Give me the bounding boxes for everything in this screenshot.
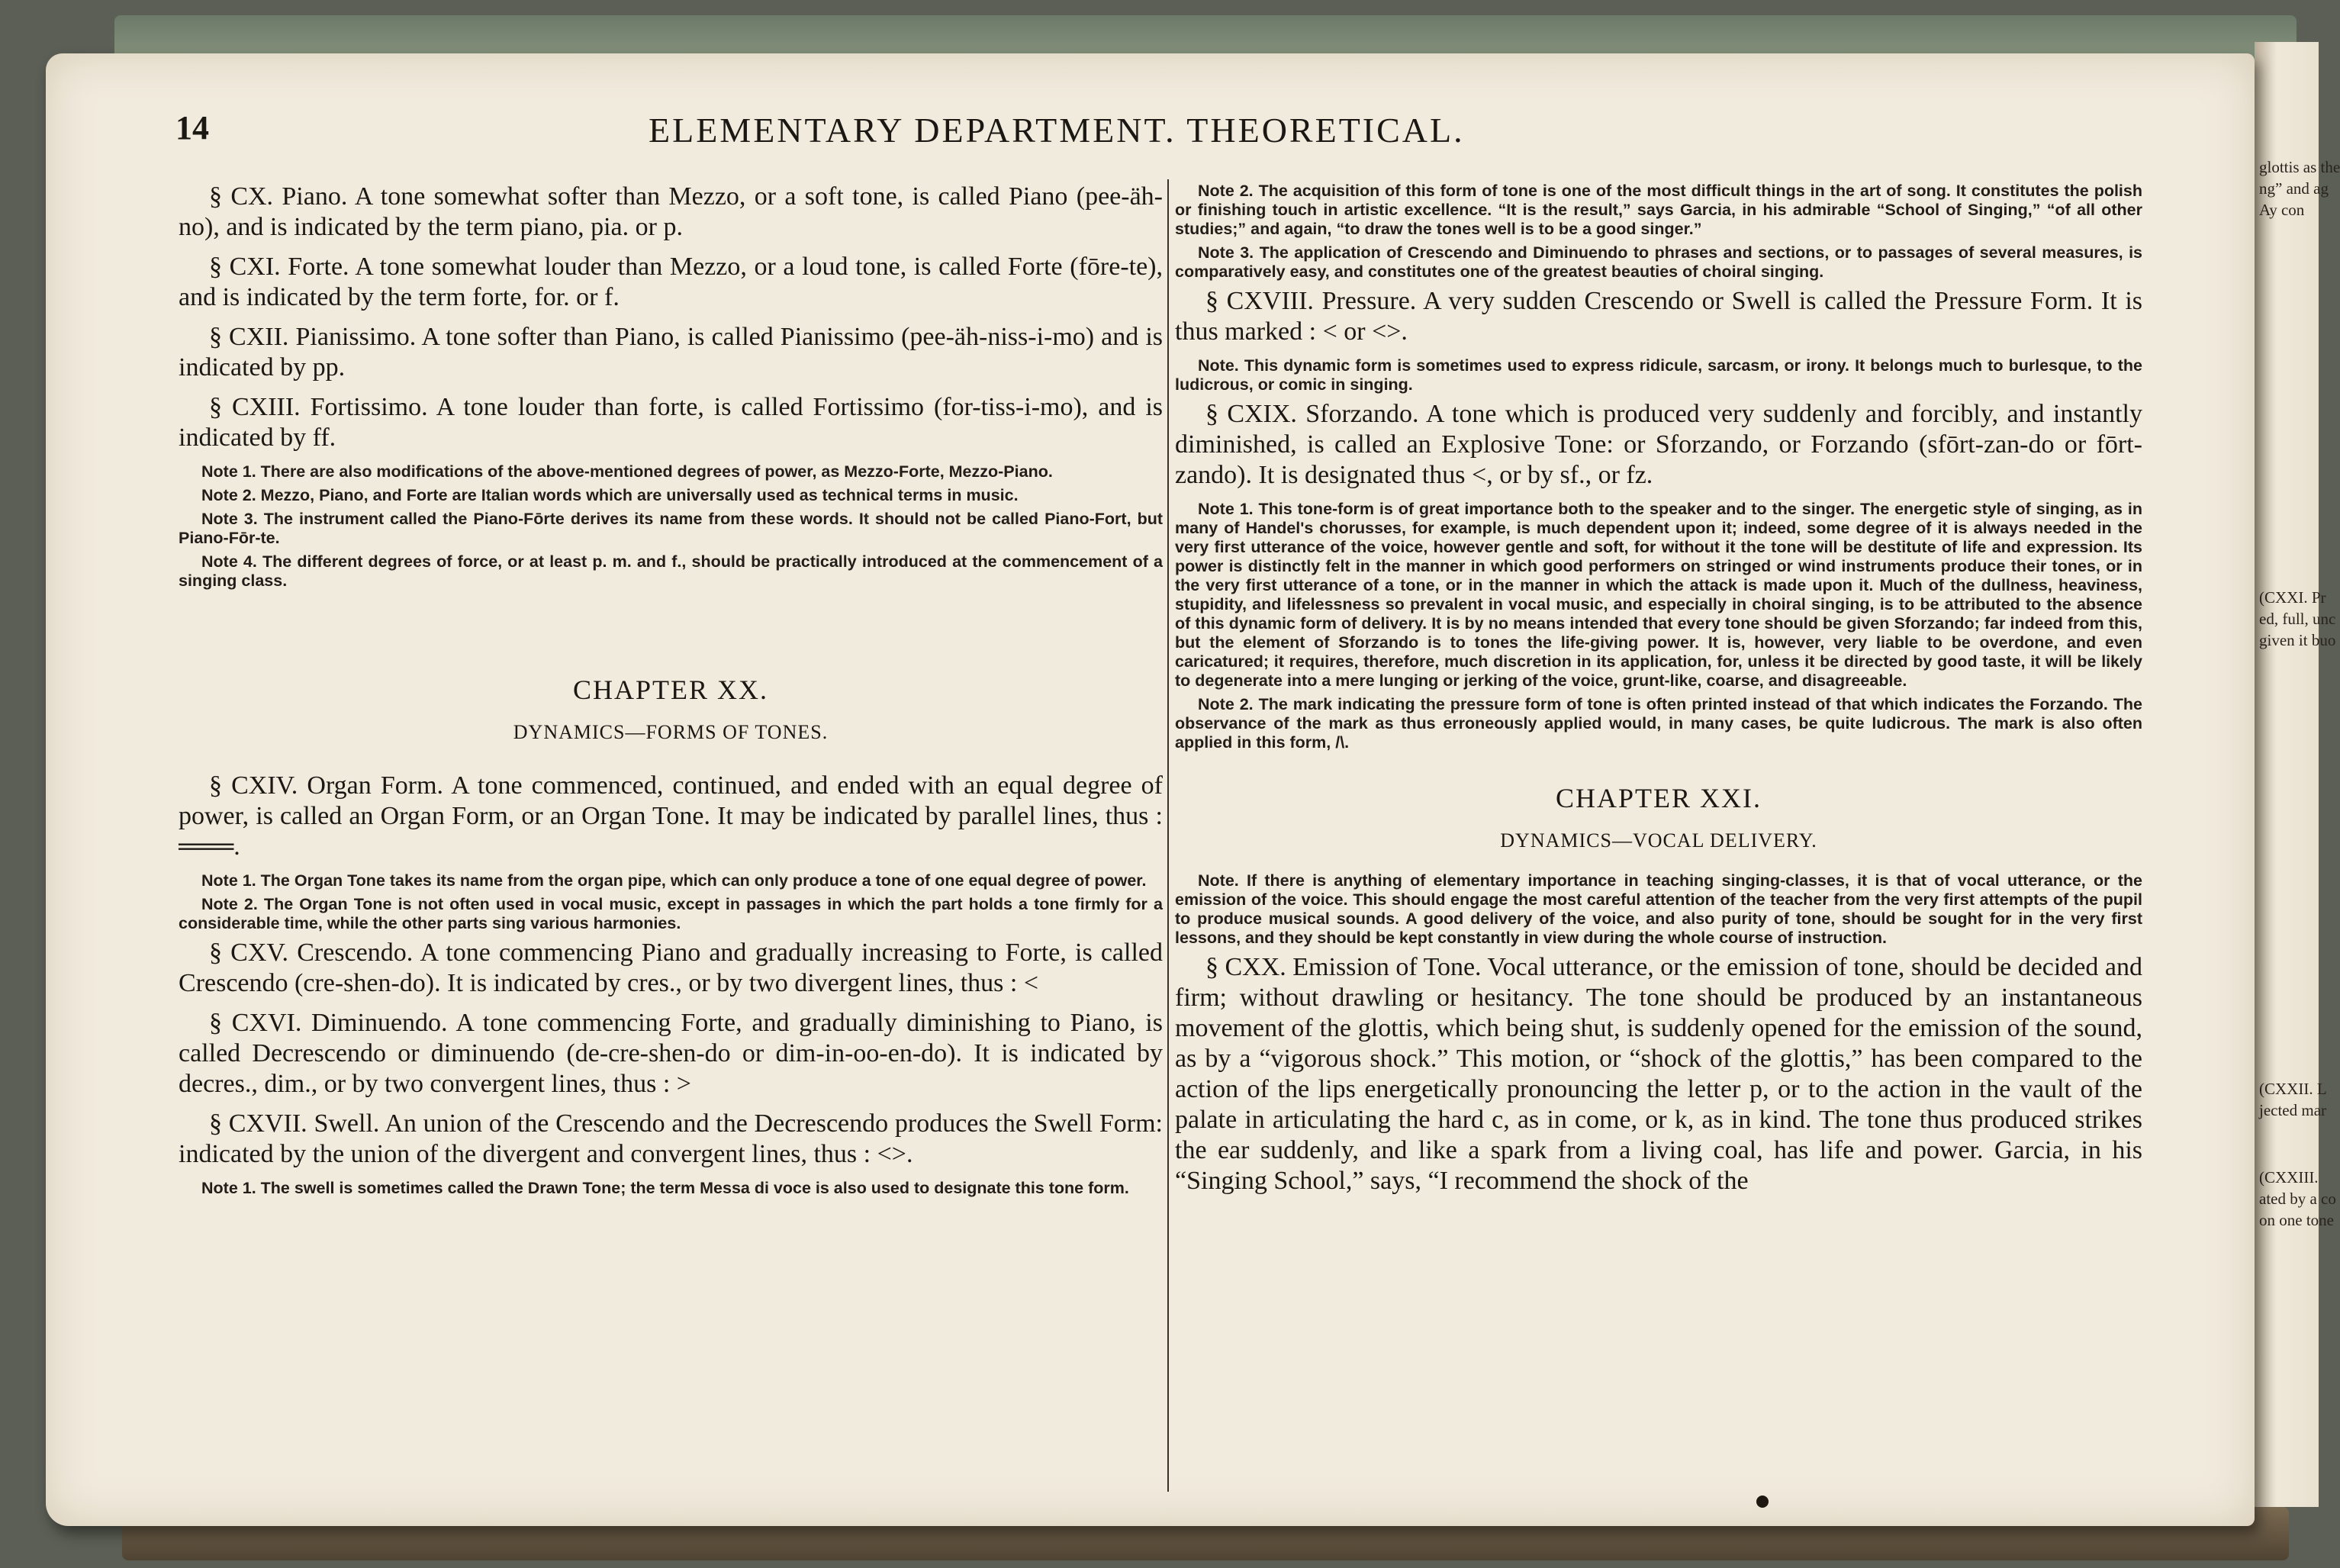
- footnote: Note 2. Mezzo, Piano, and Forte are Italian words which are universally used as technical terms in music.: [201, 486, 1019, 504]
- footnote: Note 2. The acquisition of this form of tone is one of the most difficult things in the art of song. It constitutes the polish or finishing touch in artistic excellence. “It is the result,” says Garcia, in his admirable “School of Singing,” “of all other studies;” and again, “to draw the tones well is to be a good singer.”: [1175, 182, 2142, 238]
- running-header: [175, 108, 2174, 154]
- next-page-fragment: Ay con: [2259, 201, 2305, 219]
- next-page-fragment: jected mar: [2259, 1101, 2327, 1119]
- footnote: Note 3. The application of Crescendo and Diminuendo to phrases and sections, or to passages of several measures, is comparatively easy, and constitutes one of the greatest beauties of choiral singing.: [1175, 243, 2142, 281]
- section-paragraph: § CXII. Pianissimo. A tone softer than Piano, is called Pianissimo (pee-äh-niss-i-mo) and is indicated by pp.: [179, 323, 1163, 382]
- next-page-fragment: ed, full, unc: [2259, 610, 2336, 628]
- next-page-edge: [2255, 42, 2340, 1507]
- section-paragraph: § CX. Piano. A tone somewhat softer than Mezzo, or a soft tone, is called Piano (pee-äh-no), and is indicated by the term piano, pia. or p.: [179, 182, 1163, 241]
- chapter-heading: CHAPTER XXI.: [1555, 783, 1762, 813]
- footnote: Note 2. The mark indicating the pressure form of tone is often printed instead of that which indicates the Forzando. The observance of the mark as thus erroneously applied would, in many cases, be quite ludicrous. The mark is also often applied in this form, /\.: [1175, 695, 2142, 752]
- section-paragraph: § CXV. Crescendo. A tone commencing Piano and gradually increasing to Forte, is called Crescendo (cre-shen-do). It is indicated by cres., or by two divergent lines, thus : <: [179, 939, 1163, 997]
- section-paragraph: § CXX. Emission of Tone. Vocal utterance, or the emission of tone, should be decided and firm; without drawling or hesitancy. The tone should be produced by an instantaneous movement of the glottis, which being shut, is suddenly opened for the emission of the sound, as by a “vigorous shock.” This motion, or “shock of the glottis,” has been compared to the action of the lips energetically pronouncing the letter p, or to the action in the vault of the palate in articulating the hard c, as in come, or k, as in kind. The tone thus produced strikes the ear suddenly, and like a spark from a living coal, has life and power. Garcia, in his “Singing School,” says, “I recommend the shock of the: [1175, 953, 2143, 1195]
- footnote: Note. If there is anything of elementary importance in teaching singing-classes, it is that of vocal utterance, or the emission of the voice. This should engage the most careful attention of the teacher from the very first attempts of the pupil to produce musical sounds. A good delivery of the voice, and also purity of tone, should be sought for in the very first lessons, and they should be kept constantly in view during the whole course of instruction.: [1175, 871, 2142, 947]
- chapter-subheading: DYNAMICS—FORMS OF TONES.: [513, 721, 829, 743]
- footnote: Note 3. The instrument called the Piano-Fōrte derives its name from these words. It should not be called Piano-Fort, but Piano-Fōr-te.: [179, 510, 1163, 547]
- next-page-fragment: (CXXI. Pr: [2259, 588, 2326, 607]
- footnote: Note 4. The different degrees of force, or at least p. m. and f., should be practically introduced at the commencement of a singing class.: [179, 552, 1163, 590]
- next-page-fragment: ated by a co: [2259, 1190, 2336, 1208]
- footnote: Note 2. The Organ Tone is not often used in vocal music, except in passages in which the part holds a tone firmly for a considerable time, while the other parts sing various harmonies.: [179, 895, 1163, 932]
- section-paragraph: § CXIV. Organ Form. A tone commenced, continued, and ended with an equal degree of power, is called an Organ Form, or an Organ Tone. It may be indicated by parallel lines, thus : ═══.: [179, 771, 1163, 861]
- book-page: [46, 53, 2255, 1526]
- page-number: 14: [175, 109, 209, 146]
- chapter-subheading: DYNAMICS—VOCAL DELIVERY.: [1500, 829, 1817, 852]
- footnote: Note 1. There are also modifications of the above-mentioned degrees of power, as Mezzo-Forte, Mezzo-Piano.: [201, 462, 1053, 481]
- footnote: Note. This dynamic form is sometimes used to express ridicule, sarcasm, or irony. It belongs much to burlesque, to the ludicrous, or comic in singing.: [1175, 356, 2142, 394]
- left-column: [179, 182, 1163, 1203]
- section-paragraph: § CXVII. Swell. An union of the Crescendo and the Decrescendo produces the Swell Form: indicated by the union of the divergent and convergent lines, thus : <>.: [179, 1109, 1163, 1168]
- footnote: Note 1. The swell is sometimes called the Drawn Tone; the term Messa di voce is also used to designate this tone form.: [201, 1179, 1129, 1197]
- section-paragraph: § CXIX. Sforzando. A tone which is produced very suddenly and forcibly, and instantly diminished, is called an Explosive Tone: or Sforzando, or Forzando (sfōrt-zan-do or fōrt-zando). It is designated thus <, or by sf., or fz.: [1175, 400, 2142, 489]
- next-page-fragment: (CXXIII.: [2259, 1168, 2319, 1186]
- footnote: Note 1. The Organ Tone takes its name from the organ pipe, which can only produce a tone of one equal degree of power.: [201, 871, 1147, 890]
- right-column: [1175, 182, 2142, 1206]
- section-paragraph: § CXI. Forte. A tone somewhat louder than Mezzo, or a loud tone, is called Forte (fōre-te), and is indicated by the term forte, for. or f.: [179, 253, 1163, 311]
- section-paragraph: § CXVI. Diminuendo. A tone commencing Forte, and gradually diminishing to Piano, is called Decrescendo or diminuendo (de-cre-shen-do or dim-in-oo-en-do). It is indicated by decres., dim., or by two convergent lines, thus : >: [179, 1009, 1163, 1098]
- next-page-fragment: given it buo: [2259, 631, 2336, 649]
- footnote: Note 1. This tone-form is of great importance both to the speaker and to the singer. The energetic style of singing, as in many of Handel's chorusses, for example, is much dependent upon it; indeed, some degree of it is always needed in the very first utterance of the voice, however gentle and soft, for without it the tone will be destitute of life and expression. Its power is distinctly felt in the manner in which good performers on stringed or wind instruments produce their tones, or in the very first utterance of a tone, or in the manner in which the attack is made upon it. Much of the dullness, heaviness, stupidity, and lifelessness so prevalent in vocal music, and especially in choiral singing, is to be attributed to the absence of this dynamic form of delivery. It is by no means intended that every tone should be given Sforzando; far indeed from this, but the element of Sforzando is to tones the life-giving power. It is, however, very liable to be overdone, and even caricatured; it requires, therefore, much discretion in its application, for, unless it be directed by good taste, it will be likely to degenerate into a mere lunging or jerking of the voice, grunt-like, coarse, and disagreeable.: [1175, 500, 2142, 690]
- next-page-fragment: glottis as the: [2259, 158, 2340, 176]
- ink-dot: [1756, 1496, 1769, 1508]
- next-page-fragment: (CXXII. L: [2259, 1080, 2327, 1098]
- column-rule: [1167, 179, 1169, 1492]
- section-paragraph: § CXIII. Fortissimo. A tone louder than forte, is called Fortissimo (for-tiss-i-mo), and is indicated by ff.: [179, 393, 1163, 452]
- chapter-heading: CHAPTER XX.: [572, 675, 769, 705]
- next-page-fragment: ng” and ag: [2259, 179, 2329, 198]
- section-paragraph: § CXVIII. Pressure. A very sudden Crescendo or Swell is called the Pressure Form. It is thus marked : < or <>.: [1175, 287, 2142, 346]
- running-title: ELEMENTARY DEPARTMENT. THEORETICAL.: [649, 111, 1465, 150]
- next-page-fragment: on one tone: [2259, 1211, 2334, 1229]
